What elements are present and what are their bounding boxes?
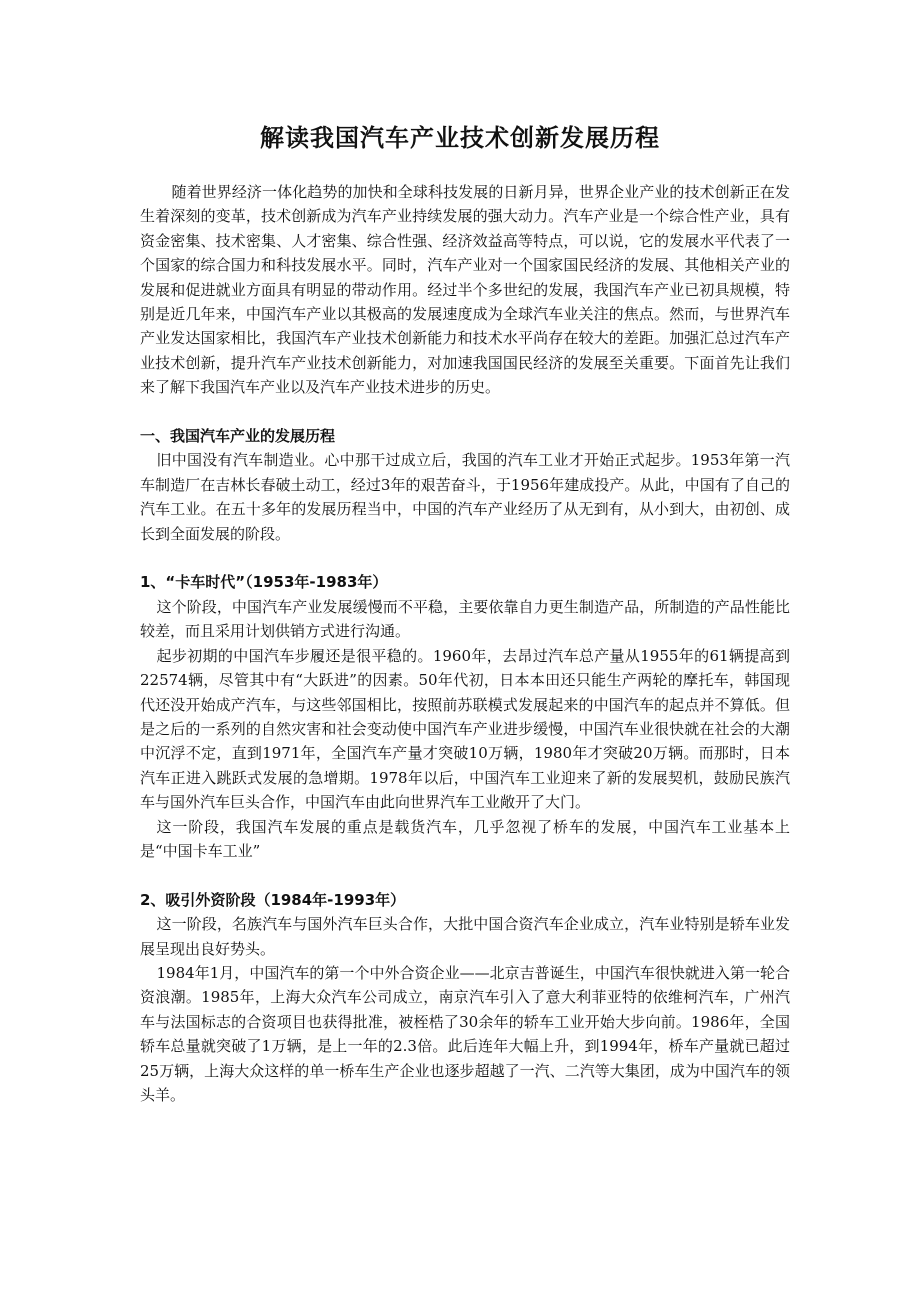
paragraph: 这个阶段，中国汽车产业发展缓慢而不平稳，主要依靠自力更生制造产品，所制造的产品性能比较差，而且采用计划供销方式进行沟通。 xyxy=(140,597,790,641)
section-heading: 一、我国汽车产业的发展历程 xyxy=(140,427,336,446)
document-body xyxy=(140,180,790,1107)
spacer xyxy=(140,400,790,424)
spacer xyxy=(140,863,790,887)
paragraph: 旧中国没有汽车制造业。心中那干过成立后，我国的汽车工业才开始正式起步。1953年第一汽车制造厂在吉林长春破土动工，经过3年的艰苦奋斗，于1956年建成投产。从此，中国有了自己的汽车工业。在五十多年的发展历程当中，中国的汽车产业经历了从无到有，从小到大，由初创、成长到全面发展的阶段。 xyxy=(140,451,790,543)
paragraph: 这一阶段，名族汽车与国外汽车巨头合作，大批中国合资汽车企业成立，汽车业特别是轿车业发展呈现出良好势头。 xyxy=(140,915,790,958)
intro-paragraph: 随着世界经济一体化趋势的加快和全球科技发展的日新月异，世界企业产业的技术创新正在发生着深刻的变革，技术创新成为汽车产业持续发展的强大动力。汽车产业是一个综合性产业，具有资金密集、技术密集、人才密集、综合性强、经济效益高等特点，可以说，它的发展水平代表了一个国家的综合国力和科技发展水平。同时，汽车产业对一个国家国民经济的发展、其他相关产业的发展和促进就业方面具有明显的带动作用。经过半个多世纪的发展，我国汽车产业已初具规模，特别是近几年来，中国汽车产业以其极高的发展速度成为全球汽车业关注的焦点。然而，与世界汽车产业发达国家相比，我国汽车产业技术创新能力和技术水平尚存在较大的差距。加强汇总过汽车产业技术创新，提升汽车产业技术创新能力，对加速我国国民经济的发展至关重要。下面首先让我们来了解下我国汽车产业以及汽车产业技术进步的历史。 xyxy=(140,183,790,397)
paragraph: 这一阶段，我国汽车发展的重点是载货汽车，几乎忽视了桥车的发展，中国汽车工业基本上是“中国卡车工业” xyxy=(140,817,790,860)
section-heading: 1、“卡车时代”（1953年-1983年） xyxy=(140,573,388,592)
paragraph: 1984年1月，中国汽车的第一个中外合资企业——北京吉普诞生，中国汽车很快就进入第一轮合资浪潮。1985年，上海大众汽车公司成立，南京汽车引入了意大利菲亚特的依维柯汽车，广州汽车与法国标志的合资项目也获得批准，被桎梏了30余年的轿车工业开始大步向前。1986年，全国轿车总量就突破了1万辆，是上一年的2.3倍。此后连年大幅上升，到1994年，桥车产量就已超过25万辆，上海大众这样的单一桥车生产企业也逐步超越了一汽、二汽等大集团，成为中国汽车的领头羊。 xyxy=(140,963,790,1104)
section-heading: 2、吸引外资阶段（1984年-1993年） xyxy=(140,890,406,909)
document-title: 解读我国汽车产业技术创新发展历程 xyxy=(260,124,660,152)
spacer xyxy=(140,546,790,570)
paragraph: 起步初期的中国汽车步履还是很平稳的。1960年，去昂过汽车总产量从1955年的61辆提高到22574辆，尽管其中有“大跃进”的因素。50年代初，日本本田还只能生产两轮的摩托车，韩国现代还没开始成产汽车，与这些邻国相比，按照前苏联模式发展起来的中国汽车的起点并不算低。但是之后的一系列的自然灾害和社会变动使中国汽车产业进步缓慢，中国汽车业很快就在社会的大潮中沉浮不定，直到1971年，全国汽车产量才突破10万辆，1980年才突破20万辆。而那时，日本汽车正进入跳跃式发展的急增期。1978年以后，中国汽车工业迎来了新的发展契机，鼓励民族汽车与国外汽车巨头合作，中国汽车由此向世界汽车工业敞开了大门。 xyxy=(140,646,790,812)
